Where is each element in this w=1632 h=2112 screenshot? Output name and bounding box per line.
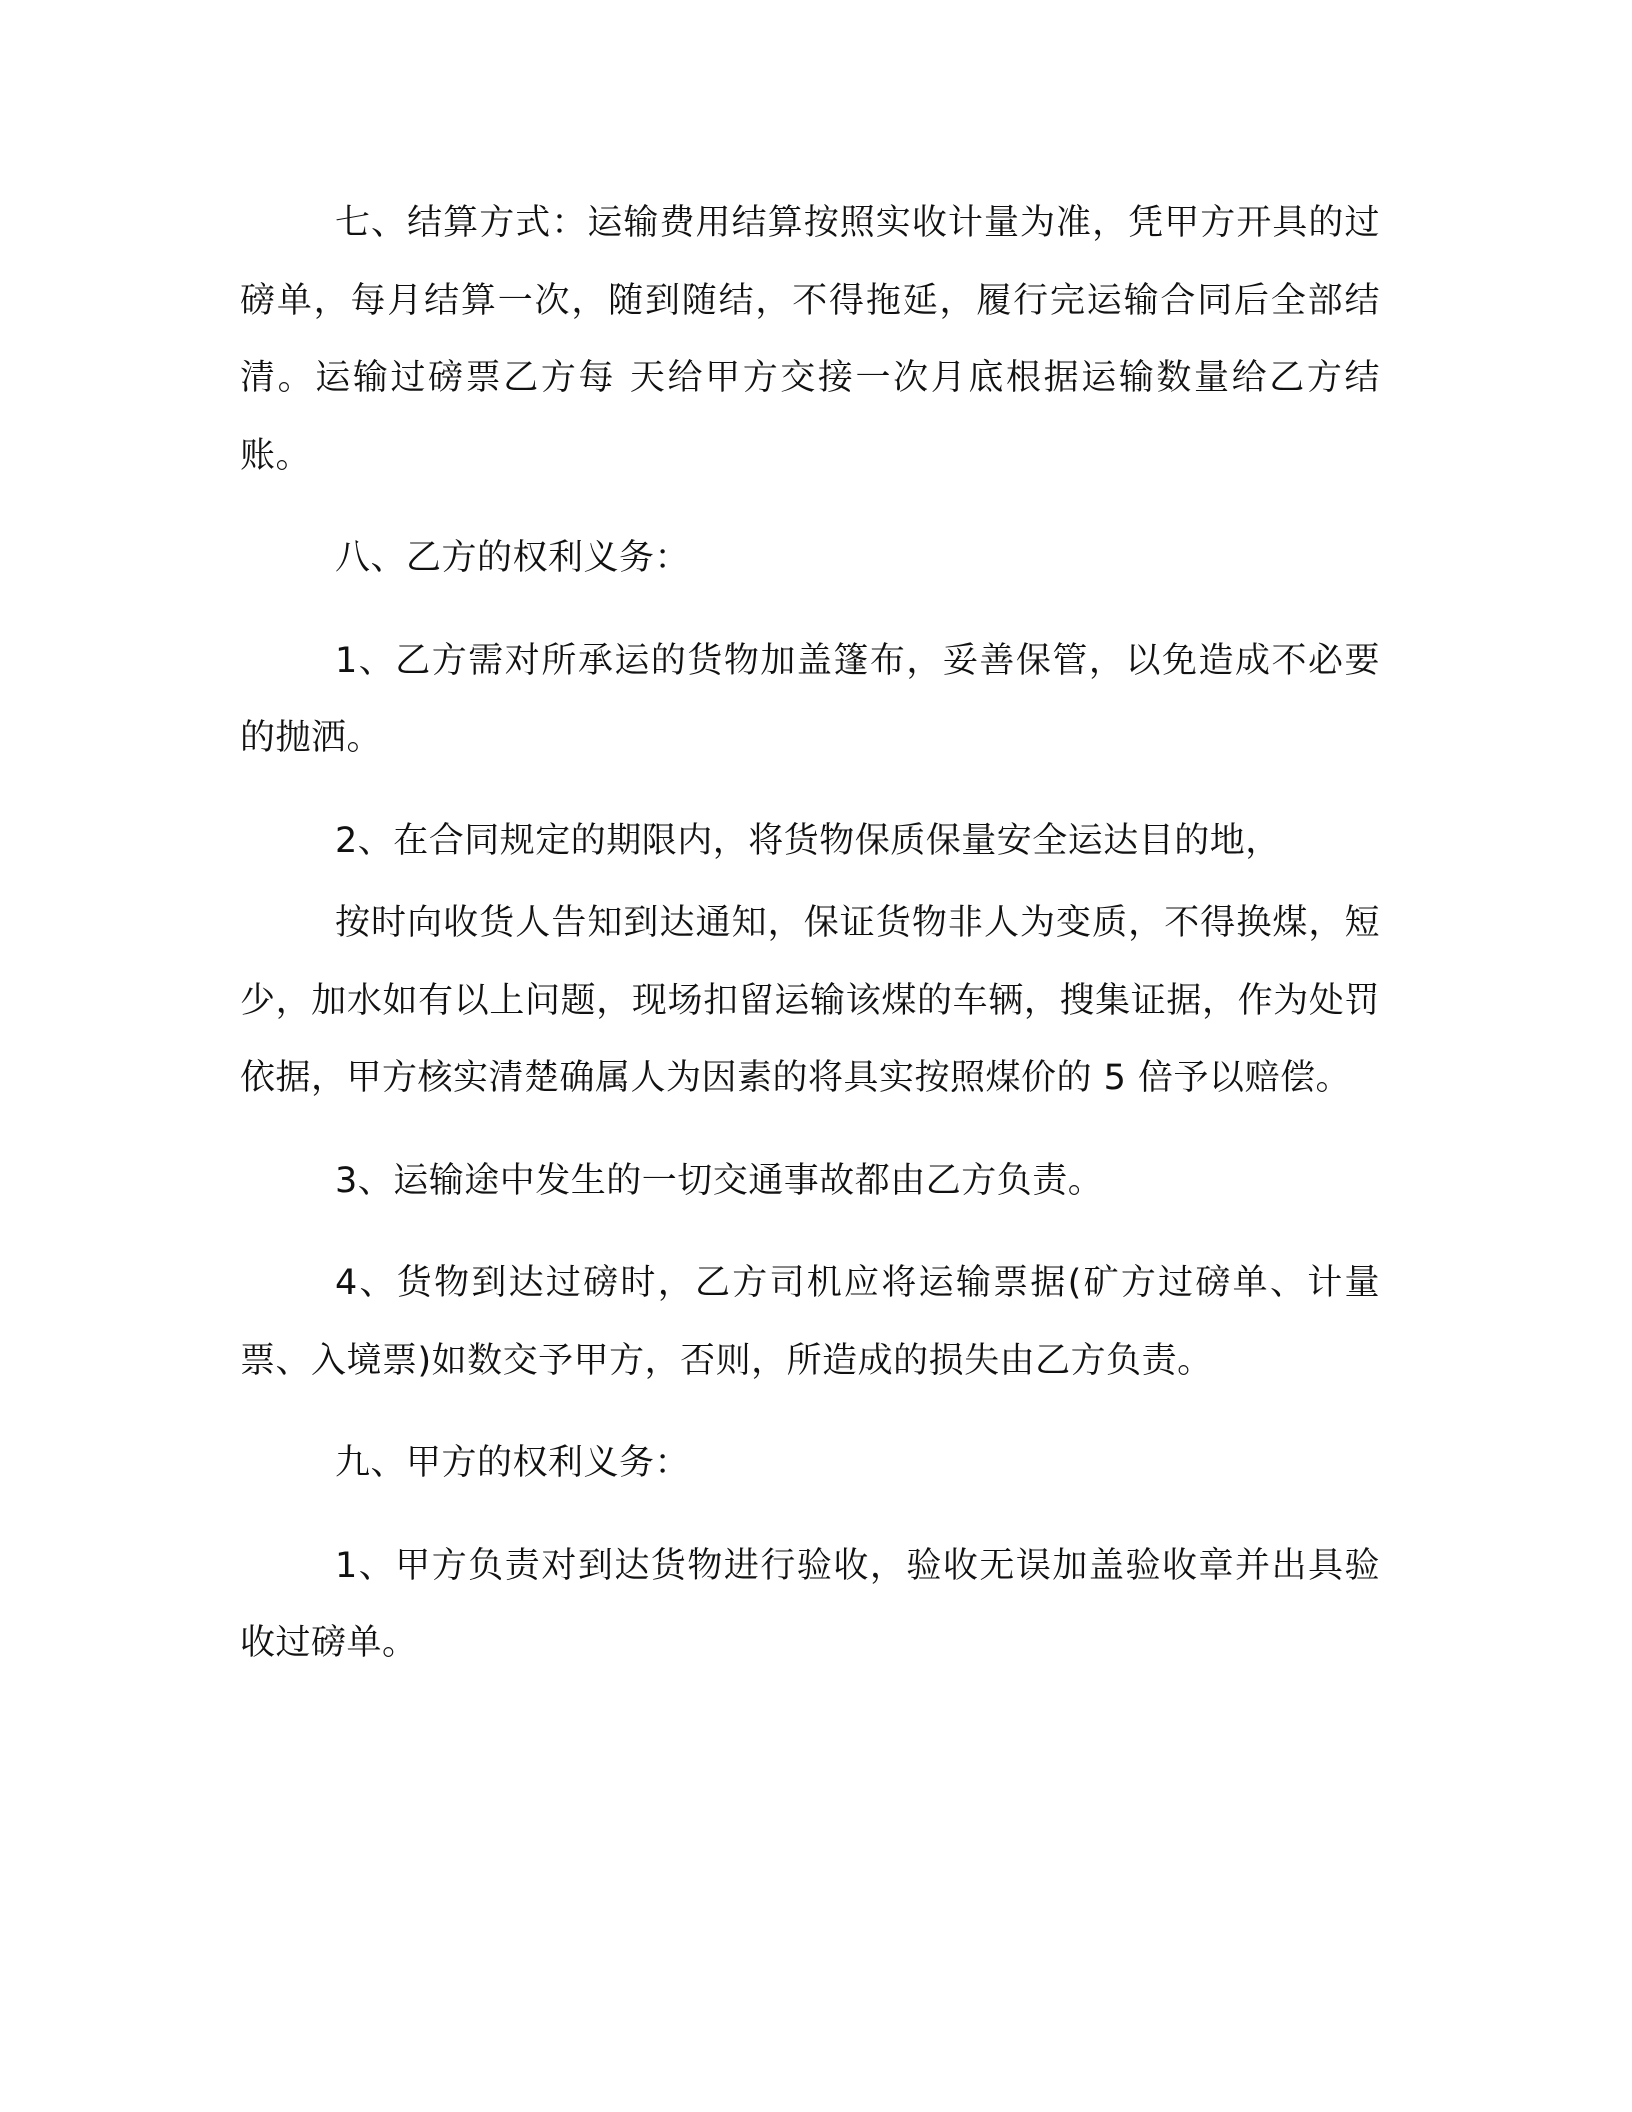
document-body [240,185,1380,1683]
paragraph-a-1-inspection: 1、甲方负责对到达货物进行验收，验收无误加盖验收章并出具验收过磅单。 [240,1545,1380,1663]
paragraph-b-2-delivery: 2、在合同规定的期限内，将货物保质保量安全运达目的地， [335,820,1281,861]
section-heading-party-a-rights: 九、甲方的权利义务： [335,1443,691,1483]
paragraph-b-2-continued: 按时向收货人告知到达通知，保证货物非人为变质，不得换煤，短少，加水如有以上问题，现场扣留运输该煤的车辆，搜集证据，作为处罚依据，甲方核实清楚确属人为因素的将具实按照煤价的 5 倍予以赔偿。 [240,903,1380,1098]
paragraph-b-4-documents: 4、货物到达过磅时，乙方司机应将运输票据(矿方过磅单、计量票、入境票)如数交予甲方，否则，所造成的损失由乙方负责。 [240,1263,1380,1381]
paragraph-settlement-method: 七、结算方式：运输费用结算按照实收计量为准，凭甲方开具的过磅单，每月结算一次，随到随结，不得拖延，履行完运输合同后全部结清。运输过磅票乙方每 天给甲方交接一次月底根据运输数量给乙方结账。 [240,203,1380,476]
paragraph-b-1-tarpaulin: 1、乙方需对所承运的货物加盖篷布，妥善保管，以免造成不必要的抛洒。 [240,640,1380,758]
section-heading-party-b-rights: 八、乙方的权利义务： [335,538,691,578]
paragraph-b-3-accidents: 3、运输途中发生的一切交通事故都由乙方负责。 [335,1160,1104,1201]
